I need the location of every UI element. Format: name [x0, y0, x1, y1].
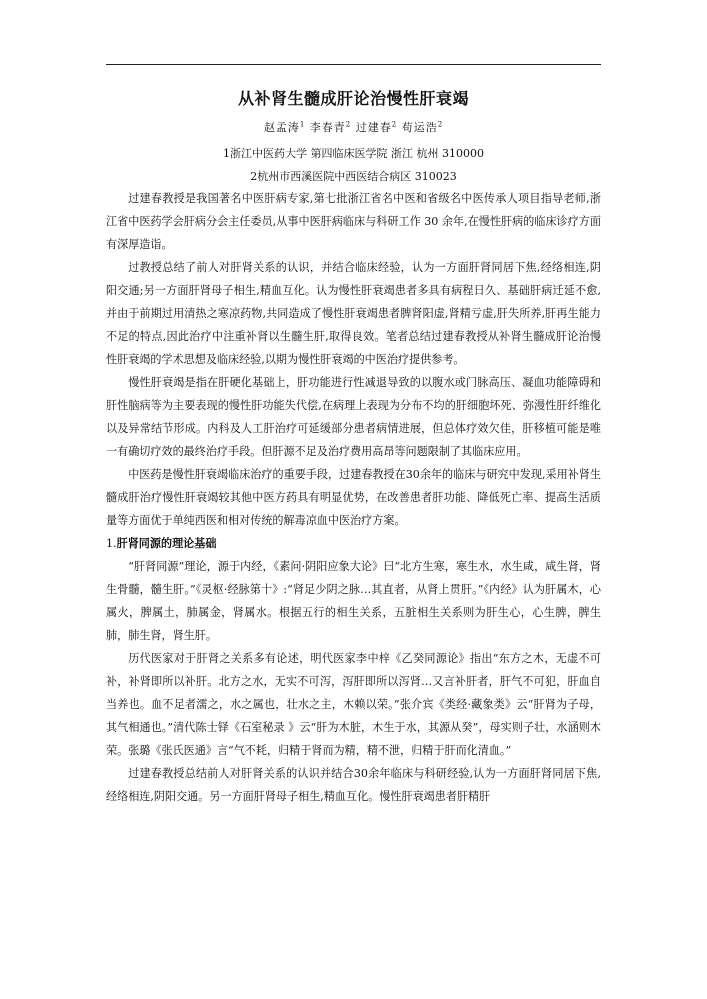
paper-title: 从补肾生髓成肝论治慢性肝衰竭: [237, 89, 469, 108]
body-paragraph: 过教授总结了前人对肝肾关系的认识，并结合临床经验，认为一方面肝肾同居下焦,经络相连,阴阳交通;另一方面肝肾母子相生,精血互化。认为慢性肝衰竭患者多具有病程日久、基础肝病迁延不愈,并由于前期过用清热之寒凉药物,共同造成了慢性肝衰竭患者脾肾阳虚,肾精亏虚,肝失所养,肝再生能力不足的特点,因此治疗中注重补肾以生髓生肝,取得良效。笔者总结过建春教授从补肾生髓成肝论治慢性肝衰竭的学术思想及临床经验,以期为慢性肝衰竭的中医治疗提供参考。: [106, 261, 601, 366]
section-title: 肝肾同源的理论基础: [116, 537, 217, 550]
author-name: 李春青: [309, 121, 346, 134]
author-name: 过建春: [355, 121, 392, 134]
affiliation-2: 2杭州市西溪医院中西医结合病区 310023: [250, 170, 457, 183]
body-paragraph: 中医药是慢性肝衰竭临床治疗的重要手段，过建春教授在30余年的临床与研究中发现,采用补肾生髓成肝治疗慢性肝衰竭较其他中医方药具有明显优势，在改善患者肝功能、降低死亡率、提高生活质量等方面优于单纯西医和相对传统的解毒凉血中医治疗方案。: [106, 468, 601, 527]
author-affil-mark: 1: [299, 120, 306, 129]
body-paragraph: 慢性肝衰竭是指在肝硬化基础上，肝功能进行性减退导致的以腹水或门脉高压、凝血功能障碍和肝性脑病等为主要表现的慢性肝功能失代偿,在病理上表现为分布不均的肝细胞坏死、弥漫性肝纤维化以及异常结节形成。内科及人工肝治疗可延缓部分患者病情进展，但总体疗效欠佳，肝移植可能是唯一有确切疗效的最终治疗手段。但肝源不足及治疗费用高昂等问题限制了其临床应用。: [106, 376, 601, 458]
body-paragraph: 过建春教授是我国著名中医肝病专家,第七批浙江省名中医和省级名中医传承人项目指导老师,浙江省中医药学会肝病分会主任委员,从事中医肝病临床与科研工作 30 余年,在慢性肝病的临床诊疗方面有深厚造诣。: [106, 192, 601, 251]
paper-body: [106, 187, 601, 808]
author-name: 赵孟涛: [263, 121, 300, 134]
author-affil-mark: 2: [391, 120, 398, 129]
author-name: 苟运浩: [401, 121, 438, 134]
header-rule: [106, 64, 601, 65]
section-number: 1.: [106, 537, 117, 550]
body-paragraph: “肝肾同源”理论，源于内经，《素问·阴阳应象大论》曰“北方生寒，寒生水，水生咸，咸生肾，肾生骨髓，髓生肝。”《灵枢·经脉第十》:“肾足少阴之脉…其直者，从肾上贯肝。”《内经》认为肝属木，心属火，脾属土，肺属金，肾属水。根据五行的相生关系，五脏相生关系则为肝生心，心生脾，脾生肺，肺生肾，肾生肝。: [106, 560, 601, 642]
section-heading: [106, 532, 601, 555]
body-paragraph: 过建春教授总结前人对肝肾关系的认识并结合30余年临床与科研经验,认为一方面肝肾同居下焦,经络相连,阴阳交通。另一方面肝肾母子相生,精血互化。慢性肝衰竭患者肝精肝: [106, 767, 601, 803]
body-paragraph: 历代医家对于肝肾之关系多有论述，明代医家李中梓《乙癸同源论》指出“东方之木，无虚不可补，补肾即所以补肝。北方之水，无实不可泻，泻肝即所以泻肾…又言补肝者，肝气不可犯，肝血自当养也。血不足者濡之，水之属也，壮水之主，木赖以荣。”张介宾《类经·藏象类》云“肝肾为子母，其气相通也。”清代陈士铎《石室秘录 》云“肝为木脏，木生于水，其源从癸”，母实则子壮，水涵则木荣。张璐《张氏医通》言“气不耗，归精于肾而为精，精不泄，归精于肝而化清血。”: [106, 652, 601, 757]
author-list: [0, 119, 707, 135]
author-affil-mark: 2: [345, 120, 352, 129]
author-affil-mark: 2: [437, 120, 444, 129]
affiliation-1: 1浙江中医药大学 第四临床医学院 浙江 杭州 310000: [223, 147, 484, 160]
